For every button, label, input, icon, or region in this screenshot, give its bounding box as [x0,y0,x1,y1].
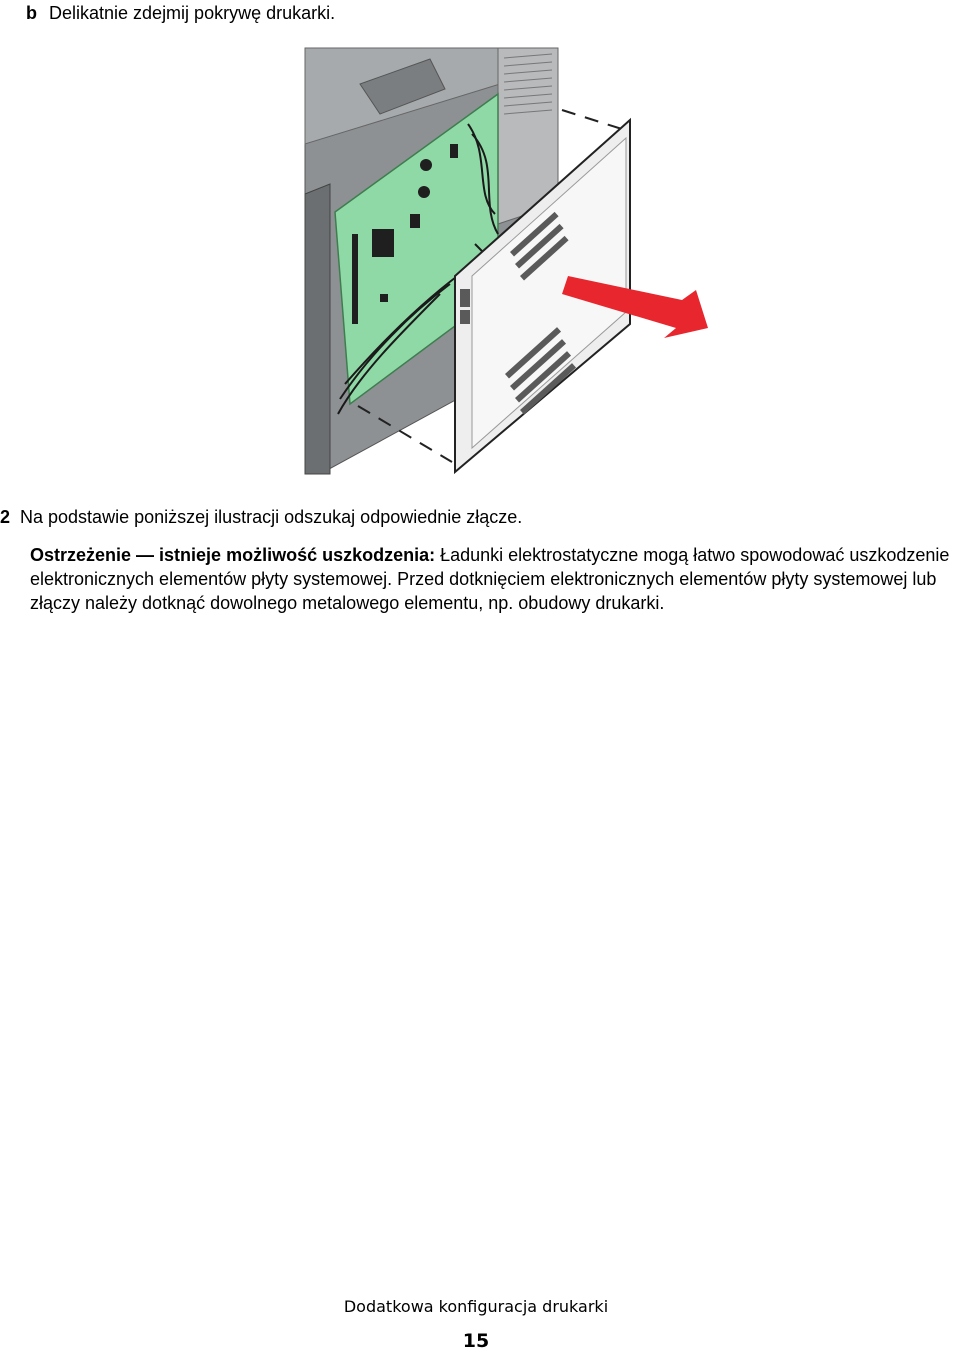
illustration-svg [300,44,720,476]
step-b-marker: b [26,3,37,23]
printer-front-frame [305,184,330,474]
warning-text: Ładunki elektrostatyczne mogą łatwo spowodować uszkodzenie elektronicznych elementów płyty systemowej. Przed dotknięciem elektronicznych elementów płyty systemowej lub złączy należy dotknąć dowolnego metalowego elementu, np. obudowy drukarki. [30,545,950,613]
warning-notice [30,543,960,615]
step-b-text: Delikatnie zdejmij pokrywę drukarki. [49,3,336,23]
step-2-text: Na podstawie poniższej ilustracji odszukaj odpowiednie złącze. [20,507,523,527]
step-2-marker: 2 [0,507,11,527]
footer-title: Dodatkowa konfiguracja drukarki [343,1297,609,1316]
page-number: 15 [462,1330,490,1352]
step-2 [0,506,522,528]
printer-cover-removal-illustration [300,44,720,476]
warning-label: Ostrzeżenie — istnieje możliwość uszkodzenia: [30,545,436,565]
step-b [26,2,335,24]
